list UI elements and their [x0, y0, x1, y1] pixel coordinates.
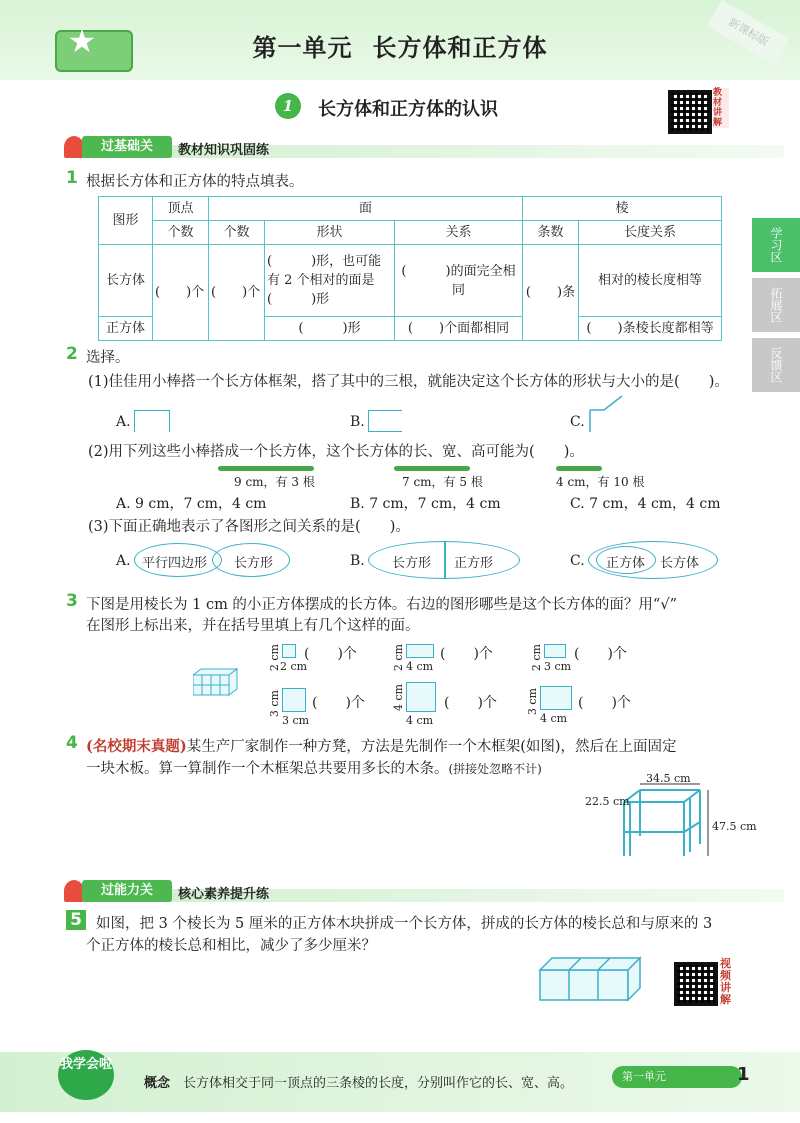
answer-blank[interactable]: ( )的面完全相同 [395, 245, 523, 317]
table-header: 图形 [99, 197, 153, 245]
footer-unit: 第一单元 [612, 1066, 742, 1088]
question-note: (拼接处忽略不计) [448, 762, 542, 776]
dim-label-right: 47.5 cm [712, 820, 757, 833]
table-header: 关系 [395, 221, 523, 245]
stool-frame-figure [600, 780, 730, 872]
dim-label: 4 cm [392, 684, 405, 712]
dim-label: 3 cm [544, 660, 572, 673]
stick-label: 9 cm，有 3 根 [234, 475, 315, 489]
dim-label-top: 34.5 cm [646, 772, 691, 785]
question-text: 根据长方体和正方体的特点填表。 [86, 174, 304, 190]
question-text: 下图是用棱长为 1 cm 的小正方体摆成的长方体。右边的图形哪些是这个长方体的面？用“√” [86, 597, 677, 613]
feature-table [98, 196, 722, 341]
unit-subtitle: 长方体和正方体 [372, 34, 548, 62]
option-label[interactable]: C. [570, 414, 585, 430]
option-text[interactable]: C. 7 cm，4 cm，4 cm [570, 496, 721, 512]
dim-label: 4 cm [540, 712, 568, 725]
question-tag: (名校期末真题) [86, 738, 187, 755]
section-tag: 过基础关 [82, 136, 172, 158]
stick-4cm [556, 466, 602, 471]
stick-9cm [218, 466, 314, 471]
table-cell: 相对的棱长度相等 [579, 245, 722, 317]
table-header: 顶点 [153, 197, 209, 221]
star-icon: ★ [67, 22, 97, 60]
section-tag: 过能力关 [82, 880, 172, 902]
sub-question: (3)下面正确地表示了各图形之间关系的是( )。 [88, 519, 410, 535]
cuboid-figure [193, 667, 241, 697]
option-label[interactable]: B. [350, 414, 365, 430]
question-text [86, 757, 542, 778]
page-title [0, 28, 800, 63]
answer-blank[interactable]: ( )个 [312, 695, 365, 711]
section-subtitle: 教材知识巩固练 [178, 143, 270, 158]
page-number: 1 [737, 1064, 750, 1085]
stick-label: 4 cm，有 10 根 [556, 475, 645, 489]
dim-label: 2 cm [268, 644, 281, 672]
answer-blank[interactable]: ( )个 [304, 646, 357, 662]
answer-blank[interactable]: ( )形 [265, 317, 395, 341]
dim-label: 3 cm [282, 714, 310, 727]
divider-line [444, 541, 446, 579]
option-label[interactable]: B. [350, 553, 365, 569]
stick-label: 7 cm，有 5 根 [402, 475, 483, 489]
option-label[interactable]: A. [116, 414, 131, 430]
three-cubes-figure [538, 956, 642, 1002]
sub-question: (1)佳佳用小棒搭一个长方体框架，搭了其中的三根，就能决定这个长方体的形状与大小的是( )。 [88, 374, 729, 390]
dim-label: 2 cm [530, 644, 543, 672]
option-text[interactable]: A. 9 cm，7 cm，4 cm [116, 496, 267, 512]
table-cell: 长方体 [99, 245, 153, 317]
dim-label: 3 cm [526, 688, 539, 716]
face-square[interactable] [406, 644, 434, 658]
face-square[interactable] [406, 682, 436, 712]
corner-tag: 新课标版 [707, 0, 790, 65]
dim-label-left: 22.5 cm [585, 795, 630, 808]
option-c-figure [586, 394, 626, 434]
answer-blank[interactable]: ( )个 [153, 245, 209, 341]
section-bar-basic [64, 136, 754, 158]
book-icon [64, 880, 84, 902]
table-header: 面 [209, 197, 523, 221]
table-header: 个数 [209, 221, 265, 245]
qr-label: 视频讲解 [720, 957, 731, 1006]
question-text [86, 735, 677, 756]
qr-code-icon[interactable] [668, 90, 712, 134]
venn-label: 正方体 [606, 556, 646, 571]
concept-text: 长方体相交于同一顶点的三条棱的长度，分别叫作它的长、宽、高。 [183, 1076, 574, 1091]
answer-blank[interactable]: ( )条棱长度都相等 [579, 317, 722, 341]
question-text: 在图形上标出来，并在括号里填上有几个这样的面。 [86, 618, 420, 634]
section-bar-ability [64, 880, 754, 902]
footer-badge: 我学会啦 [58, 1050, 114, 1100]
dim-label: 2 cm [392, 644, 405, 672]
question-number: 4 [66, 733, 78, 753]
option-b-figure [368, 410, 402, 432]
question-text: 选择。 [86, 350, 130, 366]
lesson-title: 长方体和正方体的认识 [318, 99, 498, 120]
answer-blank[interactable]: ( )个 [444, 695, 497, 711]
table-header: 形状 [265, 221, 395, 245]
sub-question: (2)用下列这些小棒搭成一个长方体，这个长方体的长、宽、高可能为( )。 [88, 444, 584, 460]
dim-label: 3 cm [268, 690, 281, 718]
footer-concept [144, 1072, 573, 1091]
stick-7cm [394, 466, 470, 471]
dim-label: 4 cm [406, 714, 434, 727]
table-header: 长度关系 [579, 221, 722, 245]
question-body: 某生产厂家制作一种方凳，方法是先制作一个木框架(如图)，然后在上面固定 [186, 739, 677, 755]
face-square[interactable] [282, 688, 306, 712]
option-label[interactable]: A. [116, 553, 131, 569]
option-label[interactable]: C. [570, 553, 585, 569]
lesson-number: 1 [275, 93, 301, 119]
question-number: 5 [66, 910, 86, 930]
option-a-figure [134, 410, 170, 432]
dim-label: 4 cm [406, 660, 434, 673]
venn-label: 平行四边形 [142, 556, 208, 571]
face-square[interactable] [540, 686, 572, 710]
answer-blank[interactable]: ( )个 [209, 245, 265, 341]
question-text: 个正方体的棱长总和相比，减少了多少厘米？ [86, 938, 376, 954]
question-text: 如图，把 3 个棱长为 5 厘米的正方体木块拼成一个长方体，拼成的长方体的棱长总和与原来的 3 [96, 916, 713, 932]
side-tab-study[interactable]: 学习区 [752, 218, 800, 272]
venn-label: 正方形 [454, 556, 494, 571]
section-subtitle: 核心素养提升练 [178, 887, 270, 902]
question-body: 一块木板。算一算制作一个木框架总共要用多长的木条。 [86, 761, 449, 777]
table-header: 条数 [523, 221, 579, 245]
qr-code-icon[interactable] [674, 962, 718, 1006]
answer-blank[interactable]: ( )条 [523, 245, 579, 341]
venn-label: 长方形 [392, 556, 432, 571]
answer-blank[interactable]: ( )个 [578, 695, 631, 711]
venn-label: 长方体 [660, 556, 700, 571]
face-square[interactable] [544, 644, 566, 658]
book-icon [64, 136, 84, 158]
unit-title: 第一单元 [252, 34, 353, 62]
table-header: 棱 [523, 197, 722, 221]
side-tab-feedback[interactable]: 反馈区 [752, 338, 800, 392]
question-number: 1 [66, 168, 78, 188]
dim-label: 2 cm [280, 660, 308, 673]
face-square[interactable] [282, 644, 296, 658]
qr-label: 教材讲解 [713, 88, 729, 128]
table-cell: 正方体 [99, 317, 153, 341]
side-tab-extend[interactable]: 拓展区 [752, 278, 800, 332]
answer-blank[interactable]: ( )形，也可能有 2 个相对的面是( )形 [265, 245, 395, 317]
option-text[interactable]: B. 7 cm，7 cm，4 cm [350, 496, 501, 512]
venn-label: 长方形 [234, 556, 274, 571]
question-number: 3 [66, 591, 78, 611]
answer-blank[interactable]: ( )个 [574, 646, 627, 662]
table-header: 个数 [153, 221, 209, 245]
answer-blank[interactable]: ( )个面都相同 [395, 317, 523, 341]
answer-blank[interactable]: ( )个 [440, 646, 493, 662]
question-number: 2 [66, 344, 78, 364]
concept-label: 概念 [144, 1076, 171, 1091]
